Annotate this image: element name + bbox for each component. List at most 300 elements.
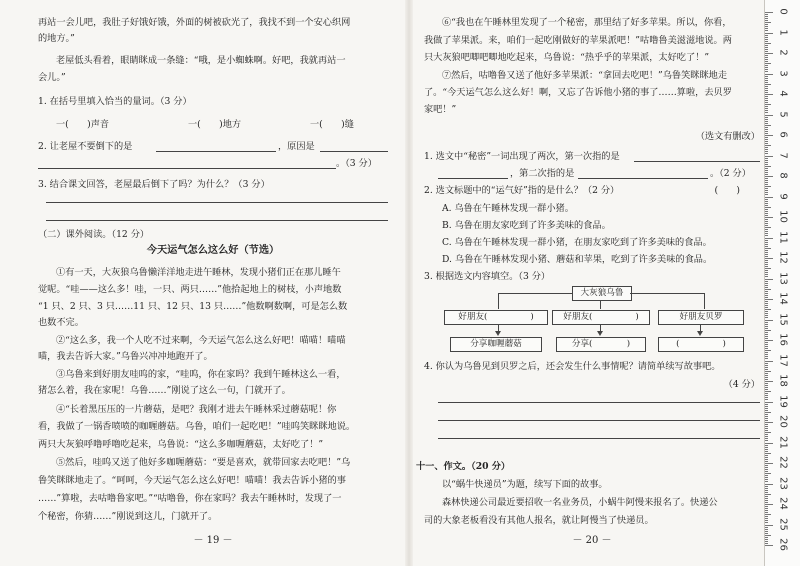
story-line: 老屋低头看着，眼睛眯成一条缝：“哦，是小蜘蛛啊。好吧，我就再站一 xyxy=(56,55,346,66)
ruler-tick xyxy=(765,100,768,101)
ruler-tick xyxy=(765,475,768,476)
q4-answer-line-2[interactable] xyxy=(438,420,760,421)
ruler-tick xyxy=(765,276,768,277)
diagram-root: 大灰狼乌鲁 xyxy=(572,286,632,301)
passage-line: 觉呢。“哇——这么多！哇，一只、两只……”他拾起地上的树枝，小声地数 xyxy=(38,284,342,295)
ruler-tick xyxy=(765,164,768,165)
ruler-tick xyxy=(765,545,773,546)
ruler-tick xyxy=(765,481,768,482)
ruler-tick xyxy=(765,268,771,269)
ruler-tick xyxy=(765,506,768,507)
ruler-tick xyxy=(765,402,773,403)
ruler-tick xyxy=(765,486,768,487)
q4-answer-line-3[interactable] xyxy=(438,438,760,439)
passage-line: 鲁笑眯眯地走了。“呵呵，今天运气怎么这么好吧！喵喵！我去告诉小猪的事 xyxy=(38,475,346,486)
ruler-tick xyxy=(765,543,768,544)
passage-line: ⑤然后，哇呜又送了他好多咖喱蘑菇：“要是喜欢，就带回家去吃吧！”乌 xyxy=(56,457,351,468)
ruler-tick xyxy=(765,434,768,435)
ruler-tick xyxy=(765,406,768,407)
diagram-leaf-3[interactable]: ( ) xyxy=(658,337,744,352)
ruler-tick xyxy=(765,78,768,79)
ruler-tick xyxy=(765,90,768,91)
ruler-tick xyxy=(765,125,771,126)
ruler-tick xyxy=(765,156,773,157)
question-2-tail: 。（3 分） xyxy=(336,158,377,169)
ruler-tick xyxy=(765,465,768,466)
diagram-connector xyxy=(498,293,572,294)
ruler-tick xyxy=(765,133,768,134)
ruler-tick xyxy=(765,443,773,444)
ruler-tick xyxy=(765,117,768,118)
question-3: 3. 根据选文内容填空。（3 分） xyxy=(424,271,551,282)
ruler-tick xyxy=(765,139,768,140)
q2-answer-paren[interactable]: ( ) xyxy=(714,185,740,196)
ruler-tick xyxy=(765,338,768,339)
ruler-tick xyxy=(765,463,773,464)
q2-answer-line-2[interactable] xyxy=(320,151,388,152)
ruler-tick xyxy=(765,256,768,257)
ruler-number: 8 xyxy=(777,172,789,179)
ruler-tick xyxy=(765,131,768,132)
ruler-tick xyxy=(765,135,773,136)
ruler-tick xyxy=(765,344,768,345)
ruler-tick xyxy=(765,65,768,66)
q2-answer-line-3[interactable] xyxy=(38,168,336,169)
ruler-tick xyxy=(765,311,768,312)
ruler-tick xyxy=(765,80,768,81)
diagram-connector xyxy=(498,293,499,309)
ruler-tick xyxy=(765,108,768,109)
ruler-tick xyxy=(765,260,768,261)
ruler-tick xyxy=(765,166,771,167)
page-gutter xyxy=(405,0,413,566)
question-1-tail: 。（2 分） xyxy=(710,168,751,179)
ruler-tick xyxy=(765,391,771,392)
ruler-tick xyxy=(765,379,768,380)
ruler-tick xyxy=(765,324,768,325)
ruler-tick xyxy=(765,436,768,437)
ruler-number: 5 xyxy=(777,110,789,118)
question-4: 4. 你认为乌鲁见到贝罗之后，还会发生什么事情呢？请简单续写故事吧。 xyxy=(424,361,721,372)
ruler-tick xyxy=(765,291,768,292)
ruler-tick xyxy=(765,453,771,454)
ruler-tick xyxy=(765,336,768,337)
story-line: 了。“今天运气怎么这么好！啊，又忘了告诉他小猪的事了……算啦，去贝罗 xyxy=(424,87,732,98)
ruler-tick xyxy=(765,330,771,331)
ruler-tick xyxy=(765,471,768,472)
ruler-tick xyxy=(765,86,768,87)
ruler-tick xyxy=(765,309,771,310)
ruler-tick xyxy=(765,205,768,206)
ruler-tick xyxy=(765,252,768,253)
ruler-number: 9 xyxy=(777,192,789,200)
ruler-number: 18 xyxy=(777,374,789,387)
ruler-tick xyxy=(765,35,768,36)
ruler-tick xyxy=(765,424,768,425)
ruler-tick xyxy=(765,28,768,29)
ruler-tick xyxy=(765,151,768,152)
ruler-tick xyxy=(765,508,768,509)
ruler-tick xyxy=(765,389,768,390)
ruler-tick xyxy=(765,49,768,50)
ruler-tick xyxy=(765,45,768,46)
ruler-tick xyxy=(765,211,768,212)
story-line: 家吧！” xyxy=(424,104,457,115)
ruler-tick xyxy=(765,188,768,189)
ruler-tick xyxy=(765,420,768,421)
ruler-tick xyxy=(765,71,768,72)
ruler-tick xyxy=(765,342,768,343)
ruler-tick xyxy=(765,30,768,31)
ruler-tick xyxy=(765,12,773,13)
r-q1-answer-line-1[interactable] xyxy=(634,161,760,162)
ruler-tick xyxy=(765,426,768,427)
ruler-tick xyxy=(765,354,768,355)
diagram-branch-2[interactable]: 好朋友( ) xyxy=(552,310,650,325)
ruler-number: 3 xyxy=(777,69,789,77)
ruler-tick xyxy=(765,39,768,40)
ruler-tick xyxy=(765,317,768,318)
ruler-tick xyxy=(765,527,768,528)
ruler-tick xyxy=(765,418,768,419)
ruler-tick xyxy=(765,119,768,120)
ruler-tick xyxy=(765,283,768,284)
r-q1-answer-line-2[interactable] xyxy=(438,178,508,179)
ruler-tick xyxy=(765,199,768,200)
passage-line: 看，我做了一锅香喷喷的咖喱蘑菇。乌鲁，咱们一起吃吧！”哇呜笑眯眯地说。 xyxy=(38,421,356,432)
ruler-tick xyxy=(765,348,768,349)
ruler-tick xyxy=(765,303,768,304)
passage-line: “1 只、2 只、3 只……11 只、12 只、13 只……”他数啊数啊，可是怎么数 xyxy=(38,301,348,312)
ruler-tick xyxy=(765,141,768,142)
ruler-tick xyxy=(765,332,768,333)
ruler-tick xyxy=(765,490,768,491)
ruler-tick xyxy=(765,123,768,124)
ruler-tick xyxy=(765,455,768,456)
ruler-tick xyxy=(765,254,768,255)
ruler-tick xyxy=(765,233,768,234)
ruler-number: 26 xyxy=(777,538,789,551)
ruler-tick xyxy=(765,61,768,62)
ruler-tick xyxy=(765,266,768,267)
ruler-tick xyxy=(765,153,768,154)
ruler-tick xyxy=(765,520,768,521)
ruler-tick xyxy=(765,539,768,540)
q1-blank-1[interactable]: 一( )声音 xyxy=(56,119,110,130)
passage-line: ①有一天，大灰狼乌鲁懒洋洋地走进午睡林，发现小猪们正在那儿睡午 xyxy=(56,267,341,278)
ruler-tick xyxy=(765,262,768,263)
ruler-tick xyxy=(765,217,773,218)
diagram-leaf-1: 分享咖喱蘑菇 xyxy=(450,337,542,352)
ruler-tick xyxy=(765,416,768,417)
diagram-leaf-2[interactable]: 分享( ) xyxy=(556,337,646,352)
ruler-tick xyxy=(765,373,768,374)
ruler-tick xyxy=(765,350,771,351)
ruler-tick xyxy=(765,473,771,474)
ruler-tick xyxy=(765,258,773,259)
question-1: 1. 在括号里填入恰当的量词。（3 分） xyxy=(38,96,192,107)
ruler-tick xyxy=(765,98,768,99)
diagram-connector xyxy=(704,293,705,309)
ruler-tick xyxy=(765,240,768,241)
ruler-tick xyxy=(765,299,773,300)
ruler-tick xyxy=(765,279,773,280)
ruler-number: 22 xyxy=(777,456,789,469)
ruler-tick xyxy=(765,37,768,38)
ruler-tick xyxy=(765,484,773,485)
diagram-connector xyxy=(600,301,601,309)
arrow-down-icon xyxy=(495,331,501,336)
ruler-tick xyxy=(765,264,768,265)
ruler-tick xyxy=(765,88,768,89)
ruler-tick xyxy=(765,51,768,52)
ruler xyxy=(764,0,800,566)
question-1: 1. 选文中“秘密”一词出现了两次，第一次指的是 xyxy=(424,151,620,162)
ruler-tick xyxy=(765,137,768,138)
ruler-tick xyxy=(765,494,771,495)
q1-blank-2[interactable]: 一( )地方 xyxy=(188,119,242,130)
ruler-tick xyxy=(765,104,771,105)
arrow-down-icon xyxy=(597,331,603,336)
ruler-tick xyxy=(765,410,768,411)
ruler-tick xyxy=(765,535,771,536)
passage-line: ③乌鲁来到好朋友哇呜的家，“哇呜，你在家吗？我到午睡林这么一看， xyxy=(56,369,346,380)
story-line: 再站一会儿吧，我肚子好饿好饿，外面的树被砍光了，我找不到一个安心织网 xyxy=(38,17,351,28)
ruler-tick xyxy=(765,186,771,187)
ruler-tick xyxy=(765,500,768,501)
ruler-tick xyxy=(765,33,773,34)
ruler-tick xyxy=(765,295,768,296)
ruler-tick xyxy=(765,176,773,177)
ruler-tick xyxy=(765,377,768,378)
ruler-tick xyxy=(765,459,768,460)
ruler-tick xyxy=(765,76,768,77)
ruler-tick xyxy=(765,358,768,359)
story-line: 我做了苹果派。来，咱们一起吃刚做好的苹果派吧！”咕噜鲁美滋滋地说。两 xyxy=(424,35,732,46)
ruler-tick xyxy=(765,182,768,183)
ruler-tick xyxy=(765,223,768,224)
ruler-tick xyxy=(765,326,768,327)
ruler-tick xyxy=(765,510,768,511)
ruler-tick xyxy=(765,102,768,103)
ruler-tick xyxy=(765,63,771,64)
ruler-tick xyxy=(765,235,768,236)
passage-line: ④“长着黑压压的一片蘑菇，是吧？我刚才进去午睡林采过蘑菇呢！你 xyxy=(56,404,337,415)
ruler-tick xyxy=(765,315,768,316)
ruler-tick xyxy=(765,307,768,308)
q2-option-d[interactable]: D. 乌鲁在午睡林发现小猪、蘑菇和苹果，吃到了许多美味的食品。 xyxy=(442,254,713,265)
question-1-line-2: ，第二次指的是 xyxy=(510,168,575,179)
ruler-tick xyxy=(765,514,771,515)
ruler-tick xyxy=(765,525,773,526)
ruler-tick xyxy=(765,305,768,306)
composition-prompt: 以“蜗牛快递员”为题，续写下面的故事。 xyxy=(442,479,608,490)
ruler-tick xyxy=(765,47,768,48)
ruler-tick xyxy=(765,445,768,446)
ruler-number: 19 xyxy=(777,394,789,408)
ruler-tick xyxy=(765,160,768,161)
ruler-tick xyxy=(765,96,768,97)
diagram-branch-1[interactable]: 好朋友( ) xyxy=(444,310,548,325)
ruler-tick xyxy=(765,531,768,532)
q2-option-c[interactable]: C. 乌鲁在午睡林发现一群小猪，在朋友家吃到了许多美味的食品。 xyxy=(442,237,712,248)
ruler-tick xyxy=(765,242,768,243)
ruler-tick xyxy=(765,467,768,468)
question-2-part-b: ，原因是 xyxy=(278,141,315,152)
ruler-tick xyxy=(765,112,768,113)
ruler-tick xyxy=(765,26,768,27)
ruler-tick xyxy=(765,496,768,497)
ruler-tick xyxy=(765,385,768,386)
ruler-number: 17 xyxy=(777,353,789,367)
ruler-tick xyxy=(765,20,768,21)
ruler-tick xyxy=(765,365,768,366)
story-line: ⑥“我也在午睡林里发现了一个秘密，那里结了好多苹果。所以，你看， xyxy=(442,17,732,28)
ruler-tick xyxy=(765,115,773,116)
ruler-tick xyxy=(765,367,768,368)
ruler-tick xyxy=(765,231,768,232)
ruler-number: 10 xyxy=(777,210,789,223)
ruler-number: 13 xyxy=(777,271,789,285)
ruler-number: 14 xyxy=(777,292,789,305)
ruler-tick xyxy=(765,287,768,288)
ruler-tick xyxy=(765,192,768,193)
ruler-tick xyxy=(765,512,768,513)
ruler-tick xyxy=(765,16,768,17)
story-line: ⑦然后，咕噜鲁又送了他好多苹果派：“拿回去吃吧！”乌鲁笑眯眯地走 xyxy=(442,70,728,81)
page-number: － 19 － xyxy=(193,535,233,546)
q2-option-a[interactable]: A. 乌鲁在午睡林发现一群小猪。 xyxy=(442,203,574,214)
diagram-branch-3: 好朋友贝罗 xyxy=(658,310,744,325)
ruler-tick xyxy=(765,74,773,75)
ruler-number: 11 xyxy=(777,230,789,244)
ruler-tick xyxy=(765,449,768,450)
page-19 xyxy=(38,0,388,566)
ruler-tick xyxy=(765,387,768,388)
ruler-tick xyxy=(765,67,768,68)
ruler-tick xyxy=(765,313,768,314)
ruler-tick xyxy=(765,248,771,249)
ruler-tick xyxy=(765,393,768,394)
q1-blank-3[interactable]: 一( )缝 xyxy=(310,119,354,130)
q2-answer-line-1[interactable] xyxy=(156,151,276,152)
ruler-tick xyxy=(765,451,768,452)
ruler-tick xyxy=(765,215,768,216)
ruler-tick xyxy=(765,227,771,228)
ruler-tick xyxy=(765,272,768,273)
q2-option-b[interactable]: B. 乌鲁在朋友家吃到了许多美味的食品。 xyxy=(442,220,611,231)
ruler-tick xyxy=(765,57,768,58)
ruler-tick xyxy=(765,244,768,245)
ruler-number: 15 xyxy=(777,312,789,326)
q3-answer-line-1[interactable] xyxy=(46,202,388,203)
ruler-tick xyxy=(765,143,768,144)
composition-story-line: 司的大象老板看没有其他人报名，就让阿慢当了快递员。 xyxy=(424,515,654,526)
q3-answer-line-2[interactable] xyxy=(46,220,388,221)
r-q1-answer-line-3[interactable] xyxy=(578,178,708,179)
ruler-tick xyxy=(765,529,768,530)
ruler-tick xyxy=(765,22,771,23)
ruler-tick xyxy=(765,381,773,382)
ruler-tick xyxy=(765,518,768,519)
ruler-tick xyxy=(765,334,768,335)
ruler-tick xyxy=(765,428,768,429)
ruler-tick xyxy=(765,356,768,357)
ruler-number: 16 xyxy=(777,333,789,346)
ruler-tick xyxy=(765,174,768,175)
ruler-tick xyxy=(765,522,768,523)
ruler-number: 20 xyxy=(777,415,789,428)
q4-answer-line-1[interactable] xyxy=(438,402,760,403)
ruler-tick xyxy=(765,106,768,107)
ruler-tick xyxy=(765,209,768,210)
ruler-tick xyxy=(765,158,768,159)
ruler-tick xyxy=(765,238,773,239)
ruler-tick xyxy=(765,328,768,329)
ruler-tick xyxy=(765,412,771,413)
section-11-heading: 十一、作文。（20 分） xyxy=(416,461,511,472)
story-line: 只大灰狼吧唧吧唧地吃起来，乌鲁说：“热乎乎的苹果派，太好吃了！” xyxy=(424,52,710,63)
ruler-tick xyxy=(765,121,768,122)
ruler-number: 24 xyxy=(777,497,789,510)
ruler-tick xyxy=(765,59,768,60)
ruler-tick xyxy=(765,213,768,214)
ruler-number: 7 xyxy=(777,151,789,159)
ruler-tick xyxy=(765,110,768,111)
ruler-tick xyxy=(765,180,768,181)
ruler-number: 2 xyxy=(777,49,789,56)
ruler-tick xyxy=(765,395,768,396)
passage-line: ……”算啦，去咕噜鲁家吧。”“咕噜鲁，你在家吗？我去午睡林时，发现了一 xyxy=(38,493,342,504)
ruler-tick xyxy=(765,194,768,195)
ruler-tick xyxy=(765,225,768,226)
passage-line: 两只大灰狼呼噜呼噜吃起来，乌鲁说：“这么多咖喱蘑菇，太好吃了！” xyxy=(38,439,324,450)
ruler-tick xyxy=(765,203,768,204)
ruler-tick xyxy=(765,502,768,503)
ruler-tick xyxy=(765,498,768,499)
ruler-tick xyxy=(765,147,768,148)
ruler-tick xyxy=(765,346,768,347)
ruler-tick xyxy=(765,414,768,415)
ruler-tick xyxy=(765,53,773,54)
ruler-tick xyxy=(765,477,768,478)
diagram-connector xyxy=(630,293,704,294)
ruler-tick xyxy=(765,94,773,95)
ruler-number: 25 xyxy=(777,517,789,531)
ruler-tick xyxy=(765,301,768,302)
ruler-tick xyxy=(765,363,768,364)
ruler-tick xyxy=(765,533,768,534)
ruler-number: 6 xyxy=(777,131,789,138)
ruler-tick xyxy=(765,24,768,25)
story-line: 的地方。” xyxy=(38,33,75,44)
ruler-tick xyxy=(765,479,768,480)
ruler-number: 1 xyxy=(777,28,789,36)
passage-line: 猪怎么着，我在家呢！乌鲁……”刚说了这么一句，门就开了。 xyxy=(38,385,291,396)
ruler-tick xyxy=(765,492,768,493)
ruler-tick xyxy=(765,41,768,42)
ruler-tick xyxy=(765,320,773,321)
ruler-tick xyxy=(765,55,768,56)
ruler-tick xyxy=(765,397,768,398)
section-2-heading: （二）课外阅读。（12 分） xyxy=(38,229,150,240)
ruler-tick xyxy=(765,422,773,423)
ruler-tick xyxy=(765,322,768,323)
ruler-tick xyxy=(765,361,773,362)
ruler-number: 0 xyxy=(777,8,789,15)
passage-line: 喵，我去告诉大家。”乌鲁兴冲冲地跑开了。 xyxy=(38,351,213,362)
ruler-number: 23 xyxy=(777,476,789,490)
